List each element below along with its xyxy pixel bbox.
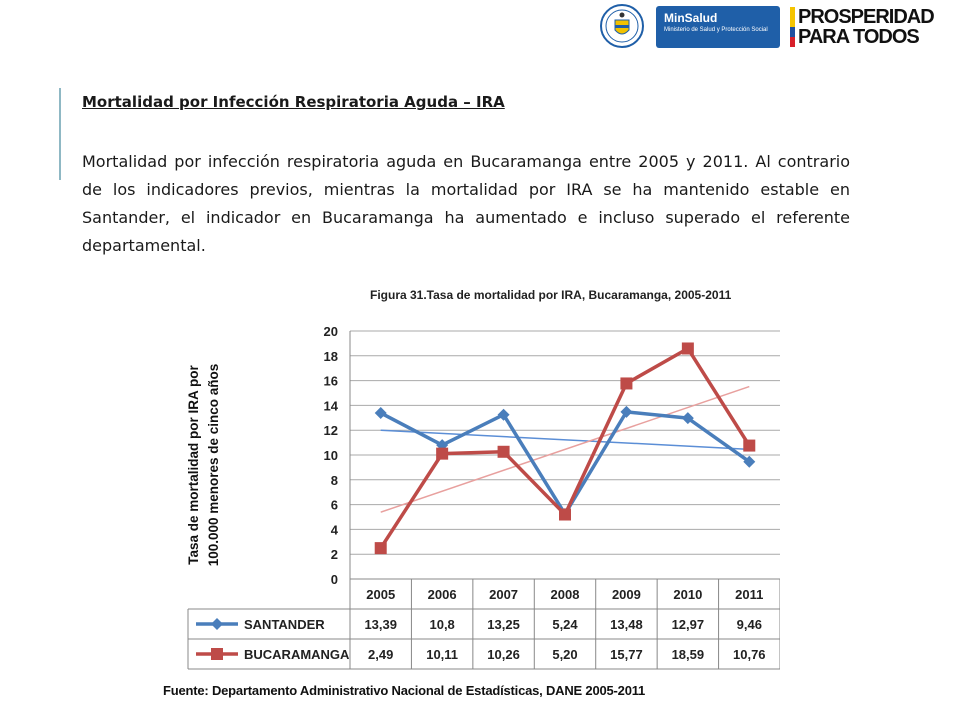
data-point-bucaramanga bbox=[743, 440, 755, 452]
y-axis-label: Tasa de mortalidad por IRA por bbox=[186, 365, 201, 565]
x-tick-label: 2009 bbox=[611, 587, 641, 602]
data-point-bucaramanga bbox=[682, 342, 694, 354]
y-tick-label: 18 bbox=[323, 348, 338, 364]
x-tick-label: 2006 bbox=[427, 587, 457, 602]
y-tick-label: 4 bbox=[330, 522, 338, 538]
data-point-bucaramanga bbox=[375, 542, 387, 554]
data-label: 13,25 bbox=[487, 617, 520, 632]
y-tick-label: 10 bbox=[323, 448, 338, 463]
y-tick-label: 6 bbox=[330, 497, 338, 513]
prosperidad-logo bbox=[790, 4, 956, 50]
data-label: 13,39 bbox=[364, 617, 397, 632]
data-point-bucaramanga bbox=[559, 509, 571, 521]
data-point-santander bbox=[375, 407, 387, 419]
figure-source: Fuente: Departamento Administrativo Nacional de Estadísticas, DANE 2005-2011 bbox=[163, 683, 646, 698]
y-tick-label: 20 bbox=[323, 324, 338, 339]
y-tick-label: 8 bbox=[330, 472, 338, 488]
data-label: 10,8 bbox=[429, 617, 455, 632]
legend-marker bbox=[211, 618, 223, 630]
data-label: 13,48 bbox=[610, 617, 643, 632]
data-label: 5,24 bbox=[552, 617, 578, 632]
slide-title: Mortalidad por Infección Respiratoria Aguda – IRA bbox=[82, 93, 505, 111]
data-label: 18,59 bbox=[671, 647, 705, 662]
legend-label: BUCARAMANGA bbox=[244, 647, 350, 662]
x-tick-label: 2005 bbox=[366, 587, 396, 602]
accent-bar bbox=[59, 88, 61, 180]
data-label: 5,20 bbox=[552, 647, 578, 662]
y-tick-label: 2 bbox=[330, 547, 338, 563]
trendline-santander bbox=[381, 430, 750, 449]
y-axis-label: 100.000 menores de cinco años bbox=[206, 363, 221, 567]
x-tick-label: 2010 bbox=[673, 587, 703, 602]
data-label: 10,11 bbox=[426, 647, 459, 662]
line-chart bbox=[180, 300, 780, 682]
x-tick-label: 2011 bbox=[735, 587, 764, 602]
slide-paragraph: Mortalidad por infección respiratoria aguda en Bucaramanga entre 2005 y 2011. Al contrario de los indicadores previos, mientras la mortalidad por IRA se ha mantenido estable en Santander, el indicador en Bucaramanga ha aumentado e incluso superado el referente departamental. bbox=[82, 152, 850, 255]
data-point-bucaramanga bbox=[436, 448, 448, 460]
ministry-name: MinSalud bbox=[664, 11, 718, 25]
figure-title: Figura 31.Tasa de mortalidad por IRA, Bucaramanga, 2005-2011 bbox=[370, 288, 732, 302]
slogan-line2: PARA TODOS bbox=[798, 26, 919, 48]
data-label: 9,46 bbox=[736, 617, 762, 632]
data-label: 10,76 bbox=[733, 647, 766, 662]
y-tick-label: 12 bbox=[323, 423, 338, 439]
header-logos bbox=[600, 4, 960, 48]
y-tick-label: 14 bbox=[323, 398, 338, 414]
legend-label: SANTANDER bbox=[244, 617, 325, 632]
flag-stripe-yellow bbox=[790, 7, 795, 27]
coat-of-arms-icon bbox=[600, 4, 644, 48]
flag-stripe-blue bbox=[790, 27, 795, 37]
data-point-bucaramanga bbox=[620, 377, 632, 389]
slogan-line1: PROSPERIDAD bbox=[798, 6, 934, 28]
x-tick-label: 2008 bbox=[550, 587, 580, 602]
legend-marker bbox=[211, 648, 223, 660]
data-label: 10,26 bbox=[487, 647, 520, 662]
x-tick-label: 2007 bbox=[489, 587, 519, 602]
minsalud-logo bbox=[656, 6, 780, 48]
data-label: 15,77 bbox=[610, 647, 643, 662]
y-tick-label: 16 bbox=[323, 373, 338, 389]
ministry-subtitle: Ministerio de Salud y Protección Social bbox=[664, 27, 768, 33]
data-label: 2,49 bbox=[368, 647, 394, 662]
data-point-bucaramanga bbox=[498, 446, 510, 458]
flag-stripe-red bbox=[790, 37, 795, 47]
y-tick-label: 0 bbox=[330, 572, 338, 587]
data-label: 12,97 bbox=[671, 617, 705, 632]
